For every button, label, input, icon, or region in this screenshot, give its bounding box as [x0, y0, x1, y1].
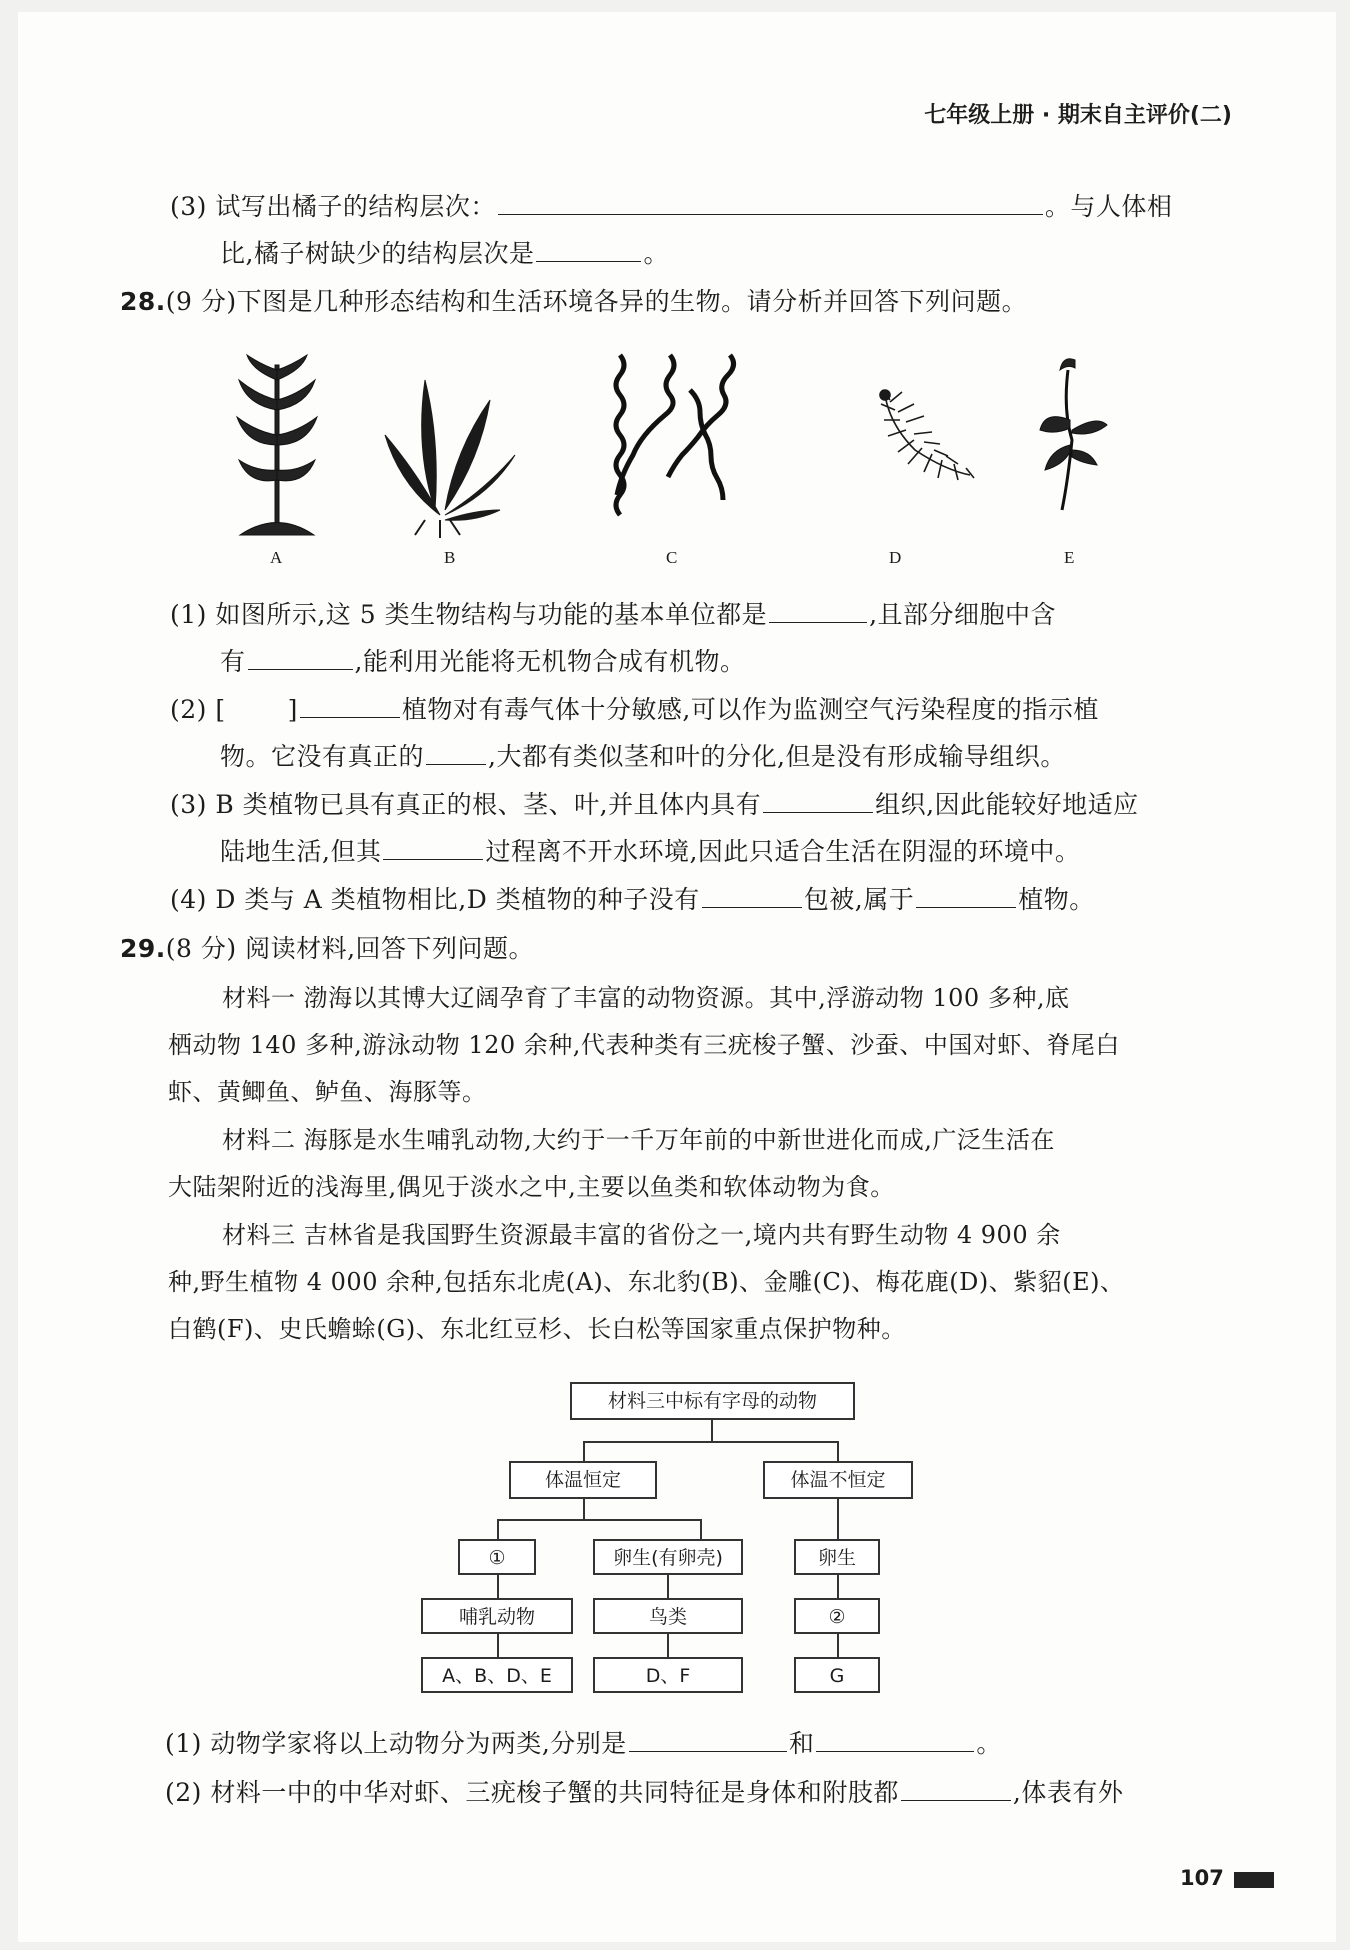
- conifer-twig-illustration: [880, 390, 974, 480]
- answer-blank[interactable]: [248, 647, 353, 670]
- answer-blank[interactable]: [498, 192, 1043, 215]
- diagram-blank-1[interactable]: ①: [458, 1539, 536, 1575]
- q27-3-line2: 比,橘子树缺少的结构层次是 。: [220, 239, 669, 268]
- answer-blank[interactable]: [763, 790, 873, 813]
- figure-label-c: C: [666, 548, 678, 567]
- diagram-oviparous: 卵生: [794, 1539, 880, 1575]
- material-1-line2: 栖动物 140 多种,游泳动物 120 余种,代表种类有三疣梭子蟹、沙蚕、中国对虾、脊尾白: [168, 1031, 1120, 1059]
- figure-label-d: D: [889, 548, 902, 567]
- q28-2-line2: 物。它没有真正的 ,大都有类似茎和叶的分化,但是没有形成输导组织。: [220, 742, 1066, 771]
- running-header: 七年级上册 · 期末自主评价(二): [924, 103, 1232, 128]
- material-2-line1: 材料二 海豚是水生哺乳动物,大约于一千万年前的中新世进化而成,广泛生活在: [222, 1126, 1055, 1154]
- diagram-warm-blooded: 体温恒定: [509, 1461, 657, 1499]
- q29-1-line: (1) 动物学家将以上动物分为两类,分别是 和 。: [165, 1729, 1002, 1758]
- q28-1-line2: 有 ,能利用光能将无机物合成有机物。: [220, 647, 746, 676]
- material-1-line3: 虾、黄鲫鱼、鲈鱼、海豚等。: [168, 1078, 487, 1106]
- material-1-line1: 材料一 渤海以其博大辽阔孕育了丰富的动物资源。其中,浮游动物 100 多种,底: [222, 984, 1070, 1012]
- figure-label-b: B: [444, 548, 456, 567]
- page-number-bar: [1234, 1872, 1274, 1888]
- diagram-mammals-members: A、B、D、E: [421, 1657, 573, 1693]
- diagram-cold-blooded: 体温不恒定: [763, 1461, 913, 1499]
- answer-blank[interactable]: [769, 600, 867, 623]
- q27-3-line1: (3) 试写出橘子的结构层次： 。与人体相: [170, 192, 1173, 221]
- answer-blank[interactable]: [629, 1729, 787, 1752]
- answer-blank[interactable]: [300, 695, 400, 718]
- q28-3-line1: (3) B 类植物已具有真正的根、茎、叶,并且体内具有 组织,因此能较好地适应: [170, 790, 1139, 819]
- diagram-birds-members: D、F: [593, 1657, 743, 1693]
- page-number: 107: [1180, 1866, 1224, 1890]
- q28-stem: 28.(9 分)下图是几种形态结构和生活环境各异的生物。请分析并回答下列问题。: [120, 287, 1028, 316]
- diagram-birds: 鸟类: [593, 1598, 743, 1634]
- answer-blank[interactable]: [901, 1778, 1011, 1801]
- q28-4-line: (4) D 类与 A 类植物相比,D 类植物的种子没有 包被,属于 植物。: [170, 885, 1095, 914]
- diagram-oviparous-shell: 卵生(有卵壳): [593, 1539, 743, 1575]
- figure-label-e: E: [1064, 548, 1075, 567]
- material-3-line1: 材料三 吉林省是我国野生资源最丰富的省份之一,境内共有野生动物 4 900 余: [222, 1221, 1061, 1249]
- q28-3-line2: 陆地生活,但其 过程离不开水环境,因此只适合生活在阴湿的环境中。: [220, 837, 1081, 866]
- answer-blank[interactable]: [816, 1729, 974, 1752]
- diagram-cold-members: G: [794, 1657, 880, 1693]
- corn-plant-illustration: [237, 355, 317, 535]
- diagram-blank-2[interactable]: ②: [794, 1598, 880, 1634]
- plants-figure: [220, 350, 1120, 550]
- answer-blank[interactable]: [702, 885, 802, 908]
- answer-blank[interactable]: [916, 885, 1016, 908]
- figure-label-a: A: [270, 548, 283, 567]
- diagram-root: 材料三中标有字母的动物: [570, 1382, 855, 1420]
- q29-2-line: (2) 材料一中的中华对虾、三疣梭子蟹的共同特征是身体和附肢都 ,体表有外: [165, 1778, 1124, 1807]
- answer-blank[interactable]: [536, 239, 641, 262]
- answer-blank[interactable]: [383, 837, 483, 860]
- diagram-mammals: 哺乳动物: [421, 1598, 573, 1634]
- fern-plant-illustration: [385, 380, 515, 538]
- spirogyra-illustration: [616, 355, 734, 515]
- material-3-line3: 白鹤(F)、史氏蟾蜍(G)、东北红豆杉、长白松等国家重点保护物种。: [168, 1315, 906, 1343]
- q28-2-line1: (2) [ ] 植物对有毒气体十分敏感,可以作为监测空气污染程度的指示植: [170, 695, 1099, 724]
- q28-1-line1: (1) 如图所示,这 5 类生物结构与功能的基本单位都是 ,且部分细胞中含: [170, 600, 1057, 629]
- answer-blank[interactable]: [426, 742, 486, 765]
- material-2-line2: 大陆架附近的浅海里,偶见于淡水之中,主要以鱼类和软体动物为食。: [168, 1173, 895, 1201]
- seedling-illustration: [1040, 359, 1107, 510]
- material-3-line2: 种,野生植物 4 000 余种,包括东北虎(A)、东北豹(B)、金雕(C)、梅花鹿(D)、紫貂(E)、: [168, 1268, 1125, 1296]
- q29-stem: 29.(8 分) 阅读材料,回答下列问题。: [120, 934, 535, 963]
